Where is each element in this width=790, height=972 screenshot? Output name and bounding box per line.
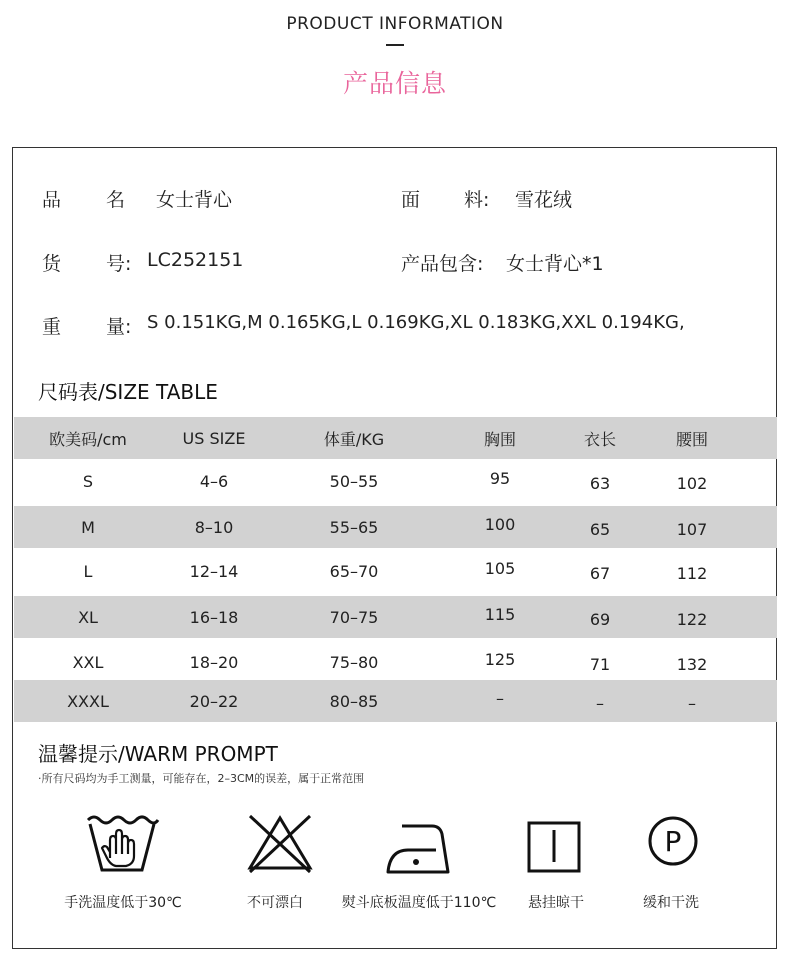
table-cell: 122 <box>676 609 708 629</box>
weight-value: S 0.151KG,M 0.165KG,L 0.169KG,XL 0.183KG,XXL 0.194KG, <box>147 312 685 333</box>
table-cell: L <box>83 561 93 581</box>
table-row <box>14 460 777 502</box>
table-cell: M <box>81 517 95 537</box>
table-cell: – <box>596 693 604 713</box>
care-label-dry-clean: 缓和干洗 <box>643 895 699 911</box>
table-cell: 67 <box>589 563 611 583</box>
table-row <box>14 641 777 683</box>
table-cell: – <box>688 693 696 713</box>
package-value: 女士背心*1 <box>506 253 604 275</box>
table-cell: 100 <box>484 514 516 534</box>
size-table-title: 尺码表/SIZE TABLE <box>38 380 218 404</box>
weight-key-2: 量: <box>106 316 132 338</box>
table-cell: 107 <box>676 519 708 539</box>
hand-wash-icon <box>84 810 160 876</box>
hang-dry-icon <box>526 820 582 874</box>
english-title: PRODUCT INFORMATION <box>286 14 504 34</box>
table-cell: 8–10 <box>194 517 234 537</box>
table-cell: 102 <box>676 473 708 493</box>
table-cell: XXXL <box>67 691 109 711</box>
svg-text:P: P <box>664 825 682 858</box>
name-key-1: 品 <box>42 189 62 211</box>
care-label-hang-dry: 悬挂晾干 <box>528 895 584 911</box>
fabric-key-2: 料: <box>464 189 490 211</box>
table-cell: 71 <box>589 654 611 674</box>
table-row <box>14 680 777 722</box>
care-label-hand-wash: 手洗温度低于30℃ <box>64 895 182 911</box>
sku-key-1: 货 <box>42 253 62 275</box>
table-cell: XXL <box>72 652 104 672</box>
table-cell: 132 <box>676 654 708 674</box>
table-cell: 105 <box>484 558 516 578</box>
size-table-header <box>14 417 777 459</box>
header-cell: 体重/KG <box>323 429 385 449</box>
table-cell: 80–85 <box>329 691 379 711</box>
table-cell: 50–55 <box>329 471 379 491</box>
table-cell: S <box>82 471 94 491</box>
table-cell: 112 <box>676 563 708 583</box>
table-cell: 63 <box>589 473 611 493</box>
package-key: 产品包含: <box>401 253 484 275</box>
fabric-key-1: 面 <box>401 189 421 211</box>
header-cell: 腰围 <box>675 429 708 449</box>
header-cell: 衣长 <box>583 429 616 449</box>
dry-clean-icon <box>646 814 700 868</box>
table-cell: 20–22 <box>189 691 239 711</box>
title-divider <box>386 44 404 46</box>
table-cell: 16–18 <box>189 607 239 627</box>
table-row <box>14 596 777 638</box>
table-cell: 12–14 <box>189 561 239 581</box>
header-cell: 欧美码/cm <box>49 429 127 449</box>
table-cell: – <box>496 688 504 708</box>
measurement-note: ·所有尺码均为手工测量，可能存在，2–3CM的误差，属于正常范围 <box>38 772 365 785</box>
care-label-no-bleach: 不可漂白 <box>247 895 303 911</box>
table-cell: 65 <box>589 519 611 539</box>
iron-icon <box>384 820 454 876</box>
warm-prompt-title: 温馨提示/WARM PROMPT <box>38 742 278 766</box>
table-cell: 115 <box>484 604 516 624</box>
no-bleach-icon <box>244 812 316 874</box>
table-cell: 65–70 <box>329 561 379 581</box>
table-cell: 55–65 <box>329 517 379 537</box>
table-cell: 69 <box>589 609 611 629</box>
table-cell: 70–75 <box>329 607 379 627</box>
name-value: 女士背心 <box>156 189 233 211</box>
sku-key-2: 号: <box>106 253 132 275</box>
table-row <box>14 550 777 592</box>
table-cell: 18–20 <box>189 652 239 672</box>
table-row <box>14 506 777 548</box>
weight-key-1: 重 <box>42 316 62 338</box>
header-cell: 胸围 <box>483 429 516 449</box>
table-cell: 4–6 <box>199 471 229 491</box>
table-cell: 75–80 <box>329 652 379 672</box>
table-cell: 95 <box>489 468 511 488</box>
care-label-iron: 熨斗底板温度低于110℃ <box>341 895 497 911</box>
name-key-2: 名 <box>106 189 126 211</box>
sku-value: LC252151 <box>147 249 244 271</box>
table-cell: 125 <box>484 649 516 669</box>
header-cell: US SIZE <box>182 428 246 448</box>
chinese-title: 产品信息 <box>342 69 447 98</box>
table-cell: XL <box>78 607 98 627</box>
fabric-value: 雪花绒 <box>515 189 573 211</box>
